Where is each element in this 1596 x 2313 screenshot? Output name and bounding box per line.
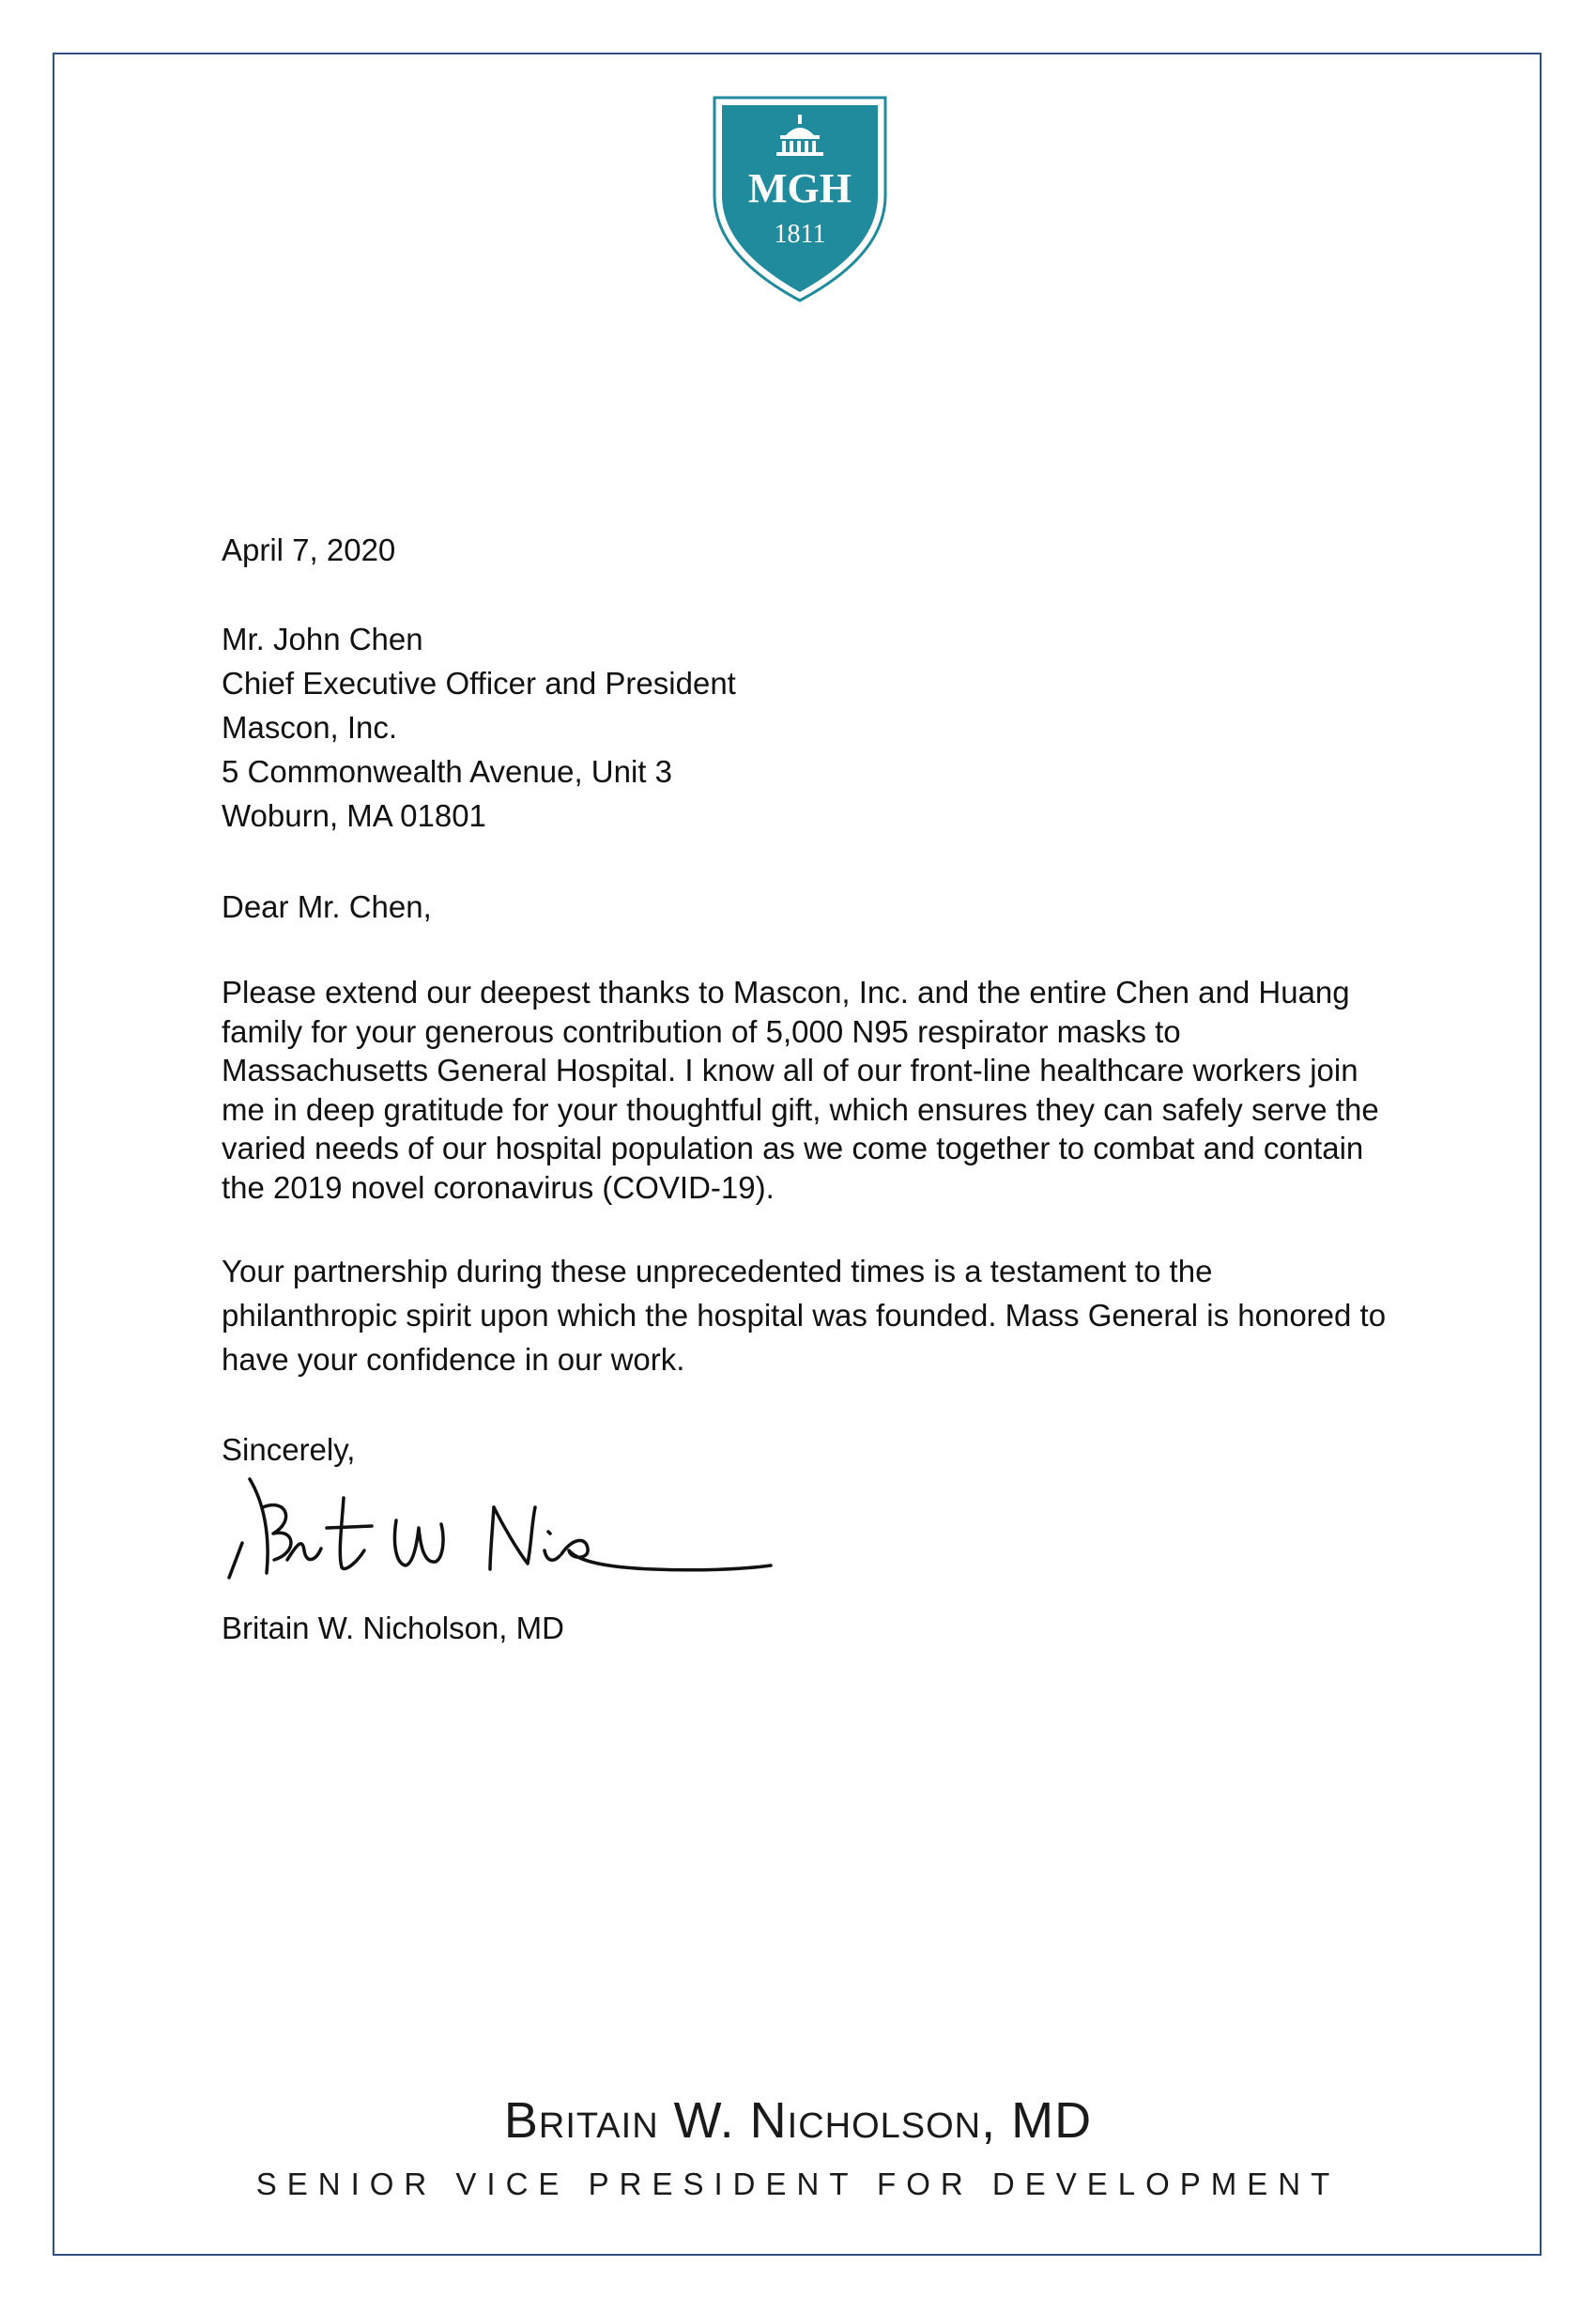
mgh-logo-icon (711, 94, 889, 304)
svg-text:1811: 1811 (774, 220, 826, 249)
recipient-company: Mascon, Inc. (222, 710, 398, 745)
letter-date: April 7, 2020 (222, 532, 396, 567)
recipient-address (222, 617, 736, 838)
recipient-street: 5 Commonwealth Avenue, Unit 3 (222, 754, 672, 789)
recipient-title: Chief Executive Officer and President (222, 666, 736, 701)
recipient-city: Woburn, MA 01801 (222, 798, 486, 833)
svg-text:MGH: MGH (748, 165, 852, 211)
handwritten-signature-icon (222, 1470, 775, 1601)
footer-name: Britain W. Nicholson, MD (503, 2092, 1093, 2149)
recipient-name: Mr. John Chen (222, 622, 423, 656)
signer-name: Britain W. Nicholson, MD (222, 1611, 564, 1645)
salutation: Dear Mr. Chen, (222, 889, 432, 924)
closing: Sincerely, (222, 1432, 356, 1467)
body-paragraph-2: Your partnership during these unprecedented times is a testament to the philanthropic spirit upon which the hospital was founded. Mass General is honored to have your confidence in our work. (222, 1254, 1387, 1377)
footer-title: SENIOR VICE PRESIDENT FOR DEVELOPMENT (255, 2167, 1341, 2201)
body-paragraph-1: Please extend our deepest thanks to Mascon, Inc. and the entire Chen and Huang family for your generous contribution of 5,000 N95 respirator masks to Massachusetts General Hospital. I know all of our front-line healthcare workers join me in deep gratitude for your thoughtful gift, which ensures they can safely serve the varied needs of our hospital population as we come together to combat and contain the 2019 novel coronavirus (COVID-19). (222, 975, 1379, 1205)
